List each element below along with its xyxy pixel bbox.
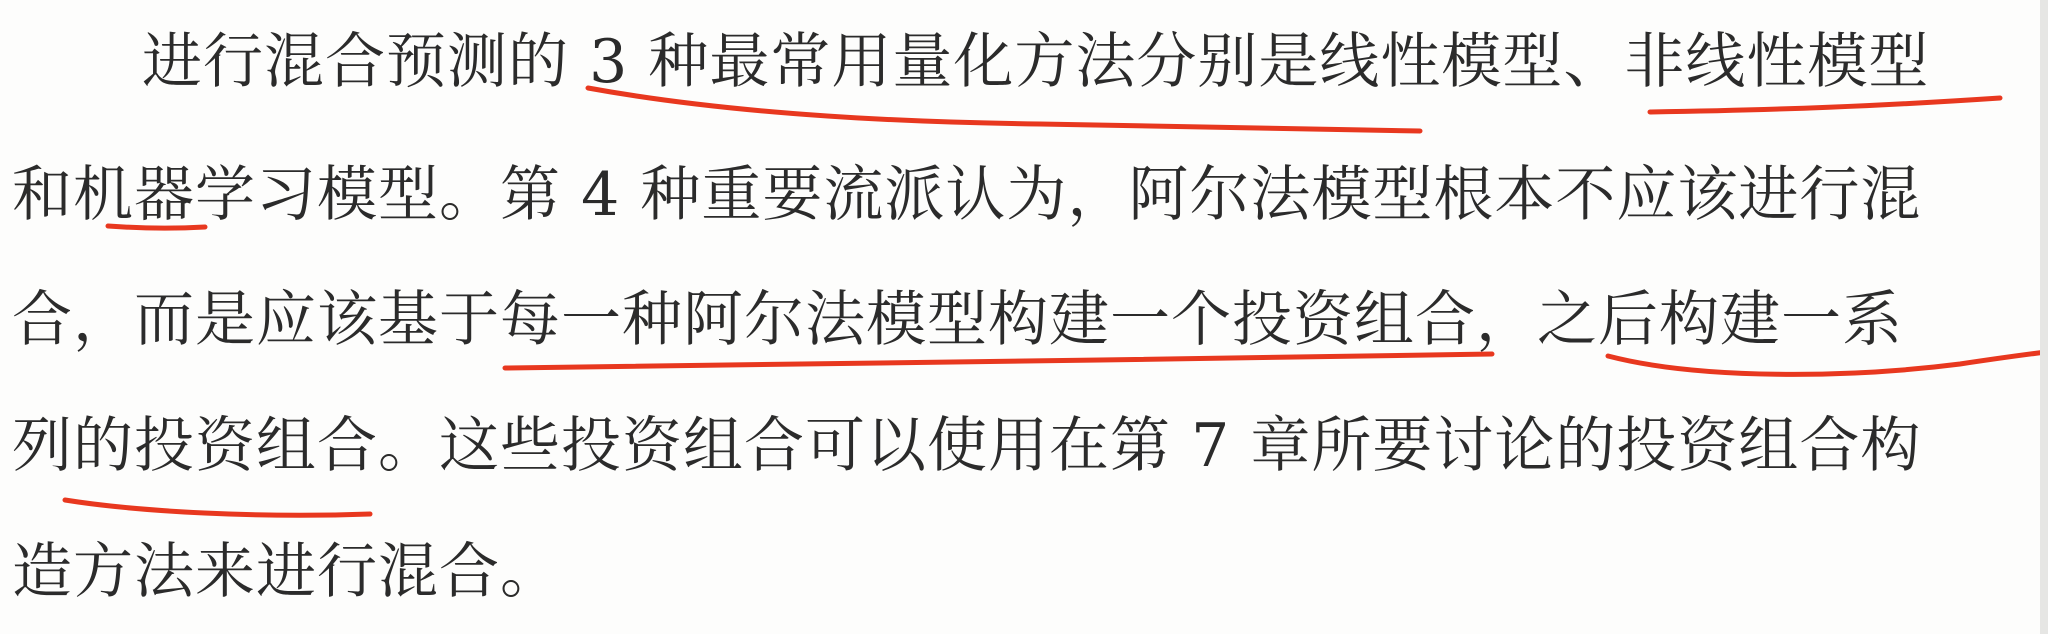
paragraph-line-2: 和机器学习模型。第 4 种重要流派认为，阿尔法模型根本不应该进行混 xyxy=(12,160,1922,230)
paragraph-line-1: 进行混合预测的 3 种最常用量化方法分别是线性模型、非线性模型 xyxy=(142,27,1930,97)
underline-series-portfolio xyxy=(65,500,370,515)
paragraph-line-3: 合，而是应该基于每一种阿尔法模型构建一个投资组合，之后构建一系 xyxy=(12,285,1903,355)
paragraph-line-4: 列的投资组合。这些投资组合可以使用在第 7 章所要讨论的投资组合构 xyxy=(12,411,1922,481)
page-edge xyxy=(2040,0,2048,634)
paragraph-line-5: 造方法来进行混合。 xyxy=(12,537,561,607)
